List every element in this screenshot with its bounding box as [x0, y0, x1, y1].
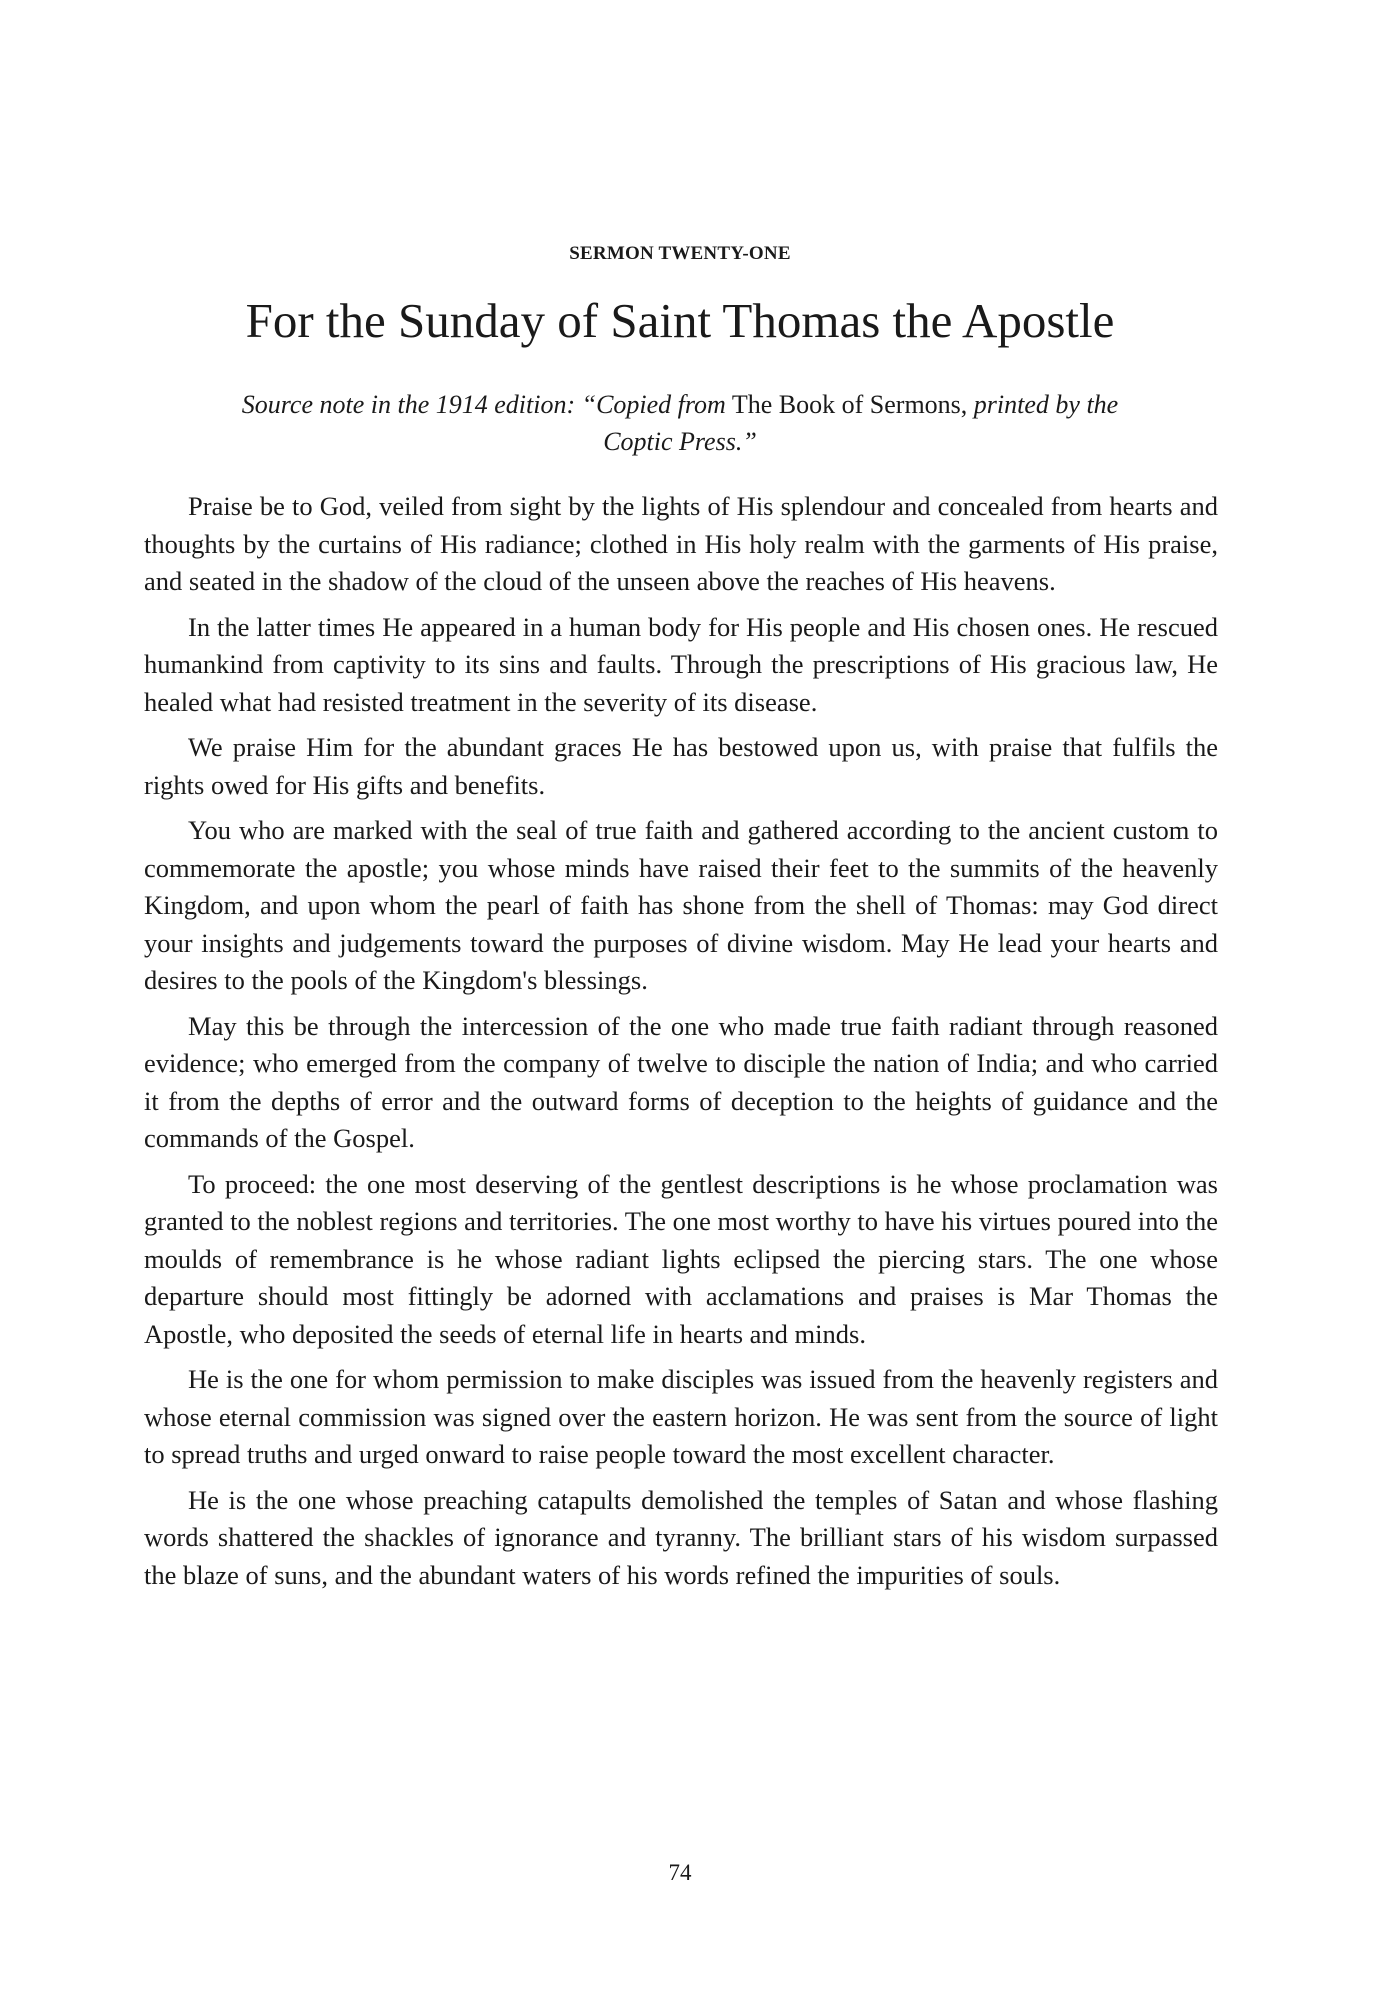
body-paragraph: To proceed: the one most deserving of the gentlest descriptions is he whose proclamation was granted to the noblest regions and territories. The one most worthy to have his virtues poured into the moulds of remembrance is he whose radiant lights eclipsed the piercing stars. The one whose departure should most fittingly be adorned with acclamations and praises is Mar Thomas the Apostle, who deposited the seeds of eternal life in hearts and minds.: [144, 1168, 1219, 1349]
source-note-lead: Source note in the 1914 edition: “Copied from: [241, 390, 726, 419]
source-note-book-title: The Book of Sermons,: [725, 390, 974, 419]
body-paragraph: He is the one for whom permission to make disciples was issued from the heavenly registers and whose eternal commission was signed over the eastern horizon. He was sent from the source of light to spread truths and urged onward to raise people toward the most excellent character.: [144, 1364, 1218, 1469]
page-title: For the Sunday of Saint Thomas the Apostle: [245, 293, 1115, 348]
sermon-kicker: SERMON TWENTY-ONE: [569, 243, 791, 264]
source-note: [205, 386, 1155, 460]
body-paragraph: He is the one whose preaching catapults demolished the temples of Satan and whose flashing words shattered the shackles of ignorance and tyranny. The brilliant stars of his wisdom surpassed the blaze of suns, and the abundant waters of his words refined the impurities of souls.: [144, 1484, 1218, 1590]
body-paragraph: We praise Him for the abundant graces He has bestowed upon us, with praise that fulfils the rights owed for His gifts and benefits.: [144, 732, 1218, 800]
source-note-tail: printed by the Coptic Press.”: [603, 390, 1119, 456]
sermon-body: [144, 488, 1218, 1602]
body-paragraph: May this be through the intercession of the one who made true faith radiant through reasoned evidence; who emerged from the company of twelve to disciple the nation of India; and who carried it from the depths of error and the outward forms of deception to the heights of guidance and the commands of the Gospel.: [144, 1010, 1218, 1153]
body-paragraph: In the latter times He appeared in a human body for His people and His chosen ones. He rescued humankind from captivity to its sins and faults. Through the prescriptions of His gracious law, He healed what had resisted treatment in the severity of its disease.: [144, 611, 1218, 717]
page-number: 74: [668, 1860, 692, 1885]
body-paragraph: You who are marked with the seal of true faith and gathered according to the ancient custom to commemorate the apostle; you whose minds have raised their feet to the summits of the heavenly Kingdom, and upon whom the pearl of faith has shone from the shell of Thomas: may God direct your insights and judgements toward the purposes of divine wisdom. May He lead your hearts and desires to the pools of the Kingdom's blessings.: [144, 815, 1218, 995]
body-paragraph: Praise be to God, veiled from sight by the lights of His splendour and concealed from hearts and thoughts by the curtains of His radiance; clothed in His holy realm with the garments of His praise, and seated in the shadow of the cloud of the unseen above the reaches of His heavens.: [144, 491, 1218, 596]
